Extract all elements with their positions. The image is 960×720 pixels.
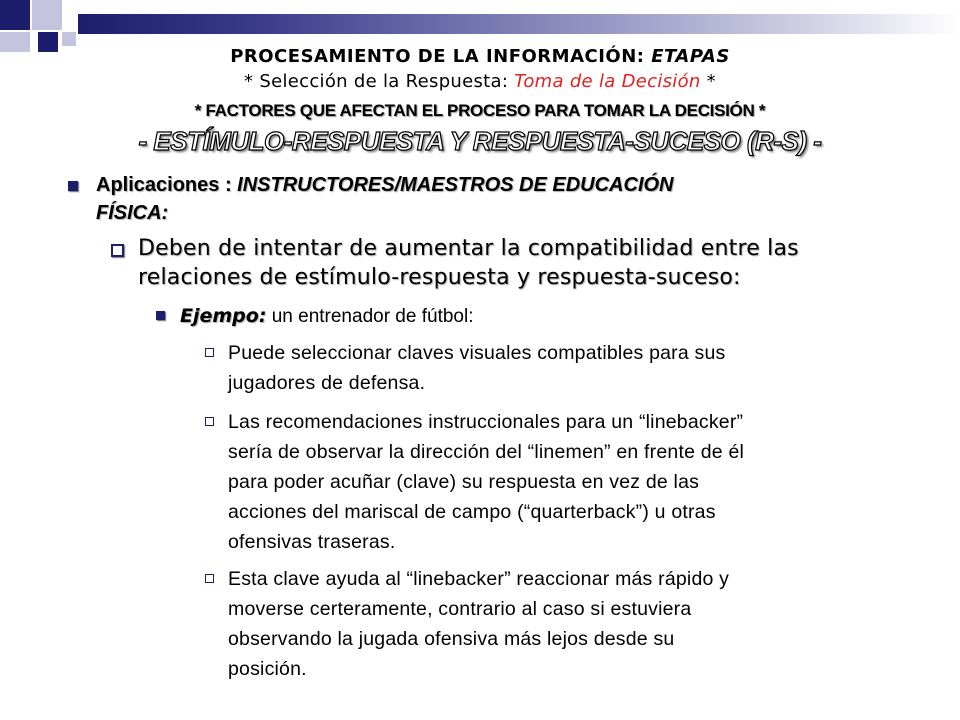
- decor-square-tiny: [62, 32, 76, 46]
- decor-square-lavender: [32, 0, 62, 30]
- bullet-level1: Aplicaciones : INSTRUCTORES/MAESTROS DE EDUCACIÓN FÍSICA:: [96, 171, 896, 227]
- hollow-square-small-icon: [205, 574, 214, 583]
- bullet-square-small-icon: [156, 311, 165, 320]
- subtitle-a: * Selección de la Respuesta:: [244, 71, 515, 92]
- bullet-level4-item: Puede seleccionar claves visuales compatibles para sus jugadores de defensa.: [228, 342, 726, 394]
- applications-label: Aplicaciones: [96, 174, 220, 196]
- example-text: un entrenador de fútbol:: [266, 306, 474, 327]
- bullet-level4-item: Las recomendaciones instruccionales para un “linebacker” sería de observar la dirección del “linemen” en frente de él para poder acuñar (clave) su respuesta en vez de las acciones del mariscal de campo (“quarterback”) u otras ofensivas traseras.: [228, 411, 745, 553]
- example-label: Ejempo:: [180, 305, 267, 327]
- applications-text-2: FÍSICA:: [96, 202, 169, 224]
- rs-heading: - ESTÍMULO-RESPUESTA Y RESPUESTA-SUCESO (R-S) -: [138, 126, 822, 156]
- title-line-2: [0, 71, 960, 92]
- hollow-square-small-icon: [205, 348, 214, 357]
- subtitle-b: *: [700, 71, 716, 92]
- title-main: PROCESAMIENTO DE LA INFORMACIÓN:: [230, 46, 652, 67]
- hollow-square-small-icon: [205, 417, 214, 426]
- bullet-level3: [180, 303, 473, 330]
- bullet-level2: Deben de intentar de aumentar la compatibilidad entre las relaciones de estímulo-respuesta y respuesta-suceso:: [138, 236, 799, 290]
- decor-square-navy: [0, 0, 30, 30]
- bullet-level4-item: Esta clave ayuda al “linebacker” reaccionar más rápido y moverse certeramente, contrario al caso si estuviera observando la jugada ofensiva más lejos desde su posición.: [228, 568, 730, 680]
- subtitle-red: Toma de la Decisión: [514, 71, 701, 92]
- header-gradient-bar: [78, 14, 960, 34]
- factors-heading: * FACTORES QUE AFECTAN EL PROCESO PARA TOMAR LA DECISIÓN *: [194, 101, 766, 120]
- title-line-1: [0, 46, 960, 67]
- bullet-square-icon: [68, 181, 78, 191]
- applications-text: INSTRUCTORES/MAESTROS DE EDUCACIÓN: [237, 174, 674, 196]
- title-italic: ETAPAS: [651, 46, 730, 67]
- hollow-square-icon: [111, 244, 124, 257]
